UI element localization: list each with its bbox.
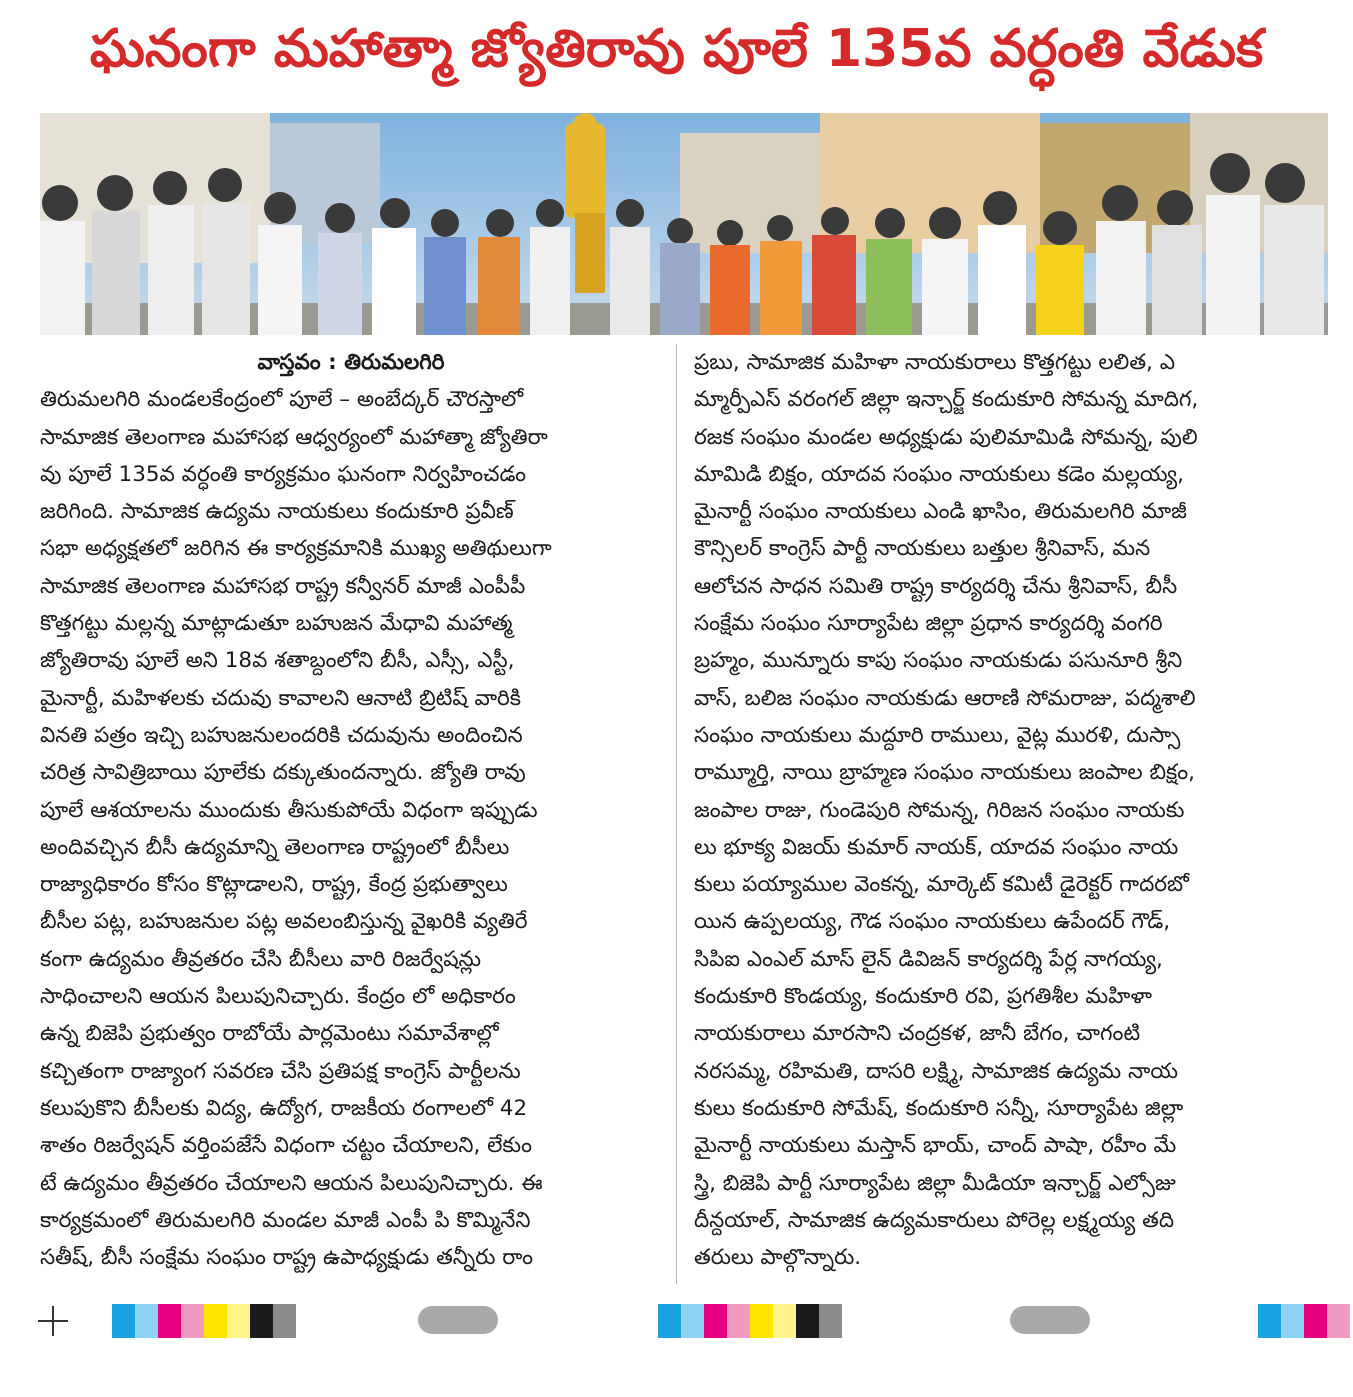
article-line: యిన ఉప్పలయ్య, గౌడ సంఘం నాయకులు ఉపేందర్ గౌడ్, bbox=[694, 909, 1171, 935]
registration-swatch bbox=[773, 1304, 796, 1338]
registration-swatch bbox=[1258, 1304, 1281, 1338]
column-divider bbox=[676, 344, 677, 1284]
article-line: జ్యోతిరావు పూలే అని 18వ శతాబ్దంలోని బీసీ, ఎస్సీ, ఎస్టీ, bbox=[40, 648, 515, 674]
registration-swatch bbox=[796, 1304, 819, 1338]
color-registration-bar bbox=[658, 1304, 842, 1338]
registration-swatch bbox=[181, 1304, 204, 1338]
registration-pill bbox=[418, 1306, 498, 1334]
article-line: జంపాల రాజు, గుండెపురి సోమన్న, గిరిజన సంఘం నాయకు bbox=[694, 797, 1185, 823]
dateline: వాస్తవం : తిరుమలగిరి bbox=[257, 350, 445, 375]
article-line: స్త్రి, బిజెపి పార్టీ సూర్యాపేట జిల్లా మీడియా ఇన్చార్జ్ ఎల్సోజు bbox=[694, 1170, 1176, 1196]
article-line: కులు పయ్యాముల వెంకన్న, మార్కెట్ కమిటీ డైరెక్టర్ గాదరబో bbox=[694, 872, 1189, 898]
article-line: కార్యక్రమంలో తిరుమలగిరి మండల మాజీ ఎంపీ పి కొమ్మినేని bbox=[40, 1207, 531, 1233]
registration-swatch bbox=[1281, 1304, 1304, 1338]
registration-swatch bbox=[112, 1304, 135, 1338]
article-line: సిపిఐ ఎంఎల్ మాస్ లైన్ డివిజన్ కార్యదర్శి పేర్ల నాగయ్య, bbox=[694, 946, 1163, 972]
article-line: వు పూలే 135వ వర్ధంతి కార్యక్రమం ఘనంగా నిర్వహించడం bbox=[40, 461, 526, 487]
article-line: సామాజిక తెలంగాణ మహాసభ రాష్ట్ర కన్వీనర్ మాజీ ఎంపీపీ bbox=[40, 573, 526, 599]
news-photo bbox=[40, 113, 1328, 335]
article-line: పూలే ఆశయాలను ముందుకు తీసుకుపోయే విధంగా ఇప్పుడు bbox=[40, 797, 538, 823]
registration-swatch bbox=[273, 1304, 296, 1338]
registration-swatch bbox=[658, 1304, 681, 1338]
article-line: జరిగింది. సామాజిక ఉద్యమ నాయకులు కందుకూరి ప్రవీణ్ bbox=[40, 499, 514, 525]
article-line: కులు కందుకూరి సోమేష్, కందుకూరి సన్నీ, సూర్యాపేట జిల్లా bbox=[694, 1095, 1184, 1121]
registration-swatch bbox=[727, 1304, 750, 1338]
article-line: ఆలోచన సాధన సమితి రాష్ట్ర కార్యదర్శి చేను శ్రీనివాస్, బీసీ bbox=[694, 573, 1178, 599]
article-line: దీన్దయాల్, సామాజిక ఉద్యమకారులు పోరెల్ల లక్ష్మయ్య తది bbox=[694, 1207, 1174, 1233]
registration-swatch bbox=[750, 1304, 773, 1338]
article-line: తిరుమలగిరి మండలకేంద్రంలో పూలే – అంబేద్కర్ చౌరస్తాలో bbox=[40, 387, 524, 413]
article-line: అందివచ్చిన బీసీ ఉద్యమాన్ని తెలంగాణ రాష్ట్రంలో బీసీలు bbox=[40, 834, 510, 860]
registration-pill bbox=[1010, 1306, 1090, 1334]
registration-swatch bbox=[681, 1304, 704, 1338]
article-line: కలుపుకొని బీసీలకు విద్య, ఉద్యోగ, రాజకీయ రంగాలలో 42 bbox=[40, 1095, 528, 1121]
article-line: మామిడి బిక్షం, యాదవ సంఘం నాయకులు కడెం మల్లయ్య, bbox=[694, 461, 1184, 487]
article-line: టే ఉద్యమం తీవ్రతరం చేయాలని ఆయన పిలుపునిచ్చారు. ఈ bbox=[40, 1170, 543, 1196]
article-line: లు భూక్య విజయ్ కుమార్ నాయక్, యాదవ సంఘం నాయ bbox=[694, 834, 1179, 860]
registration-swatch bbox=[204, 1304, 227, 1338]
article-line: చరిత్ర సావిత్రిబాయి పూలేకు దక్కుతుందన్నారు. జ్యోతి రావు bbox=[40, 760, 526, 786]
article-line: మైనార్టీ నాయకులు మస్తాన్ భాయ్, చాంద్ పాషా, రహీం మే bbox=[694, 1133, 1177, 1159]
registration-swatch bbox=[158, 1304, 181, 1338]
color-registration-bar bbox=[1258, 1304, 1350, 1338]
article-line: సంక్షేమ సంఘం సూర్యాపేట జిల్లా ప్రధాన కార్యదర్శి వంగరి bbox=[694, 611, 1163, 637]
article-line: కంగా ఉద్యమం తీవ్రతరం చేసి బీసీలు వారి రిజర్వేషన్లు bbox=[40, 946, 482, 972]
registration-swatch bbox=[819, 1304, 842, 1338]
article-line: బీసీల పట్ల, బహుజనుల పట్ల అవలంబిస్తున్న వైఖరికి వ్యతిరే bbox=[40, 909, 528, 935]
article-line: సంఘం నాయకులు మద్దూరి రాములు, వైట్ల మురళి, దుస్సా bbox=[694, 722, 1181, 748]
article-line: ప్రబు, సామాజిక మహిళా నాయకురాలు కొత్తగట్టు లలిత, ఎ bbox=[694, 350, 1175, 375]
registration-swatch bbox=[1304, 1304, 1327, 1338]
article-line: శాతం రిజర్వేషన్ వర్తింపజేసే విధంగా చట్టం చేయాలని, లేకుం bbox=[40, 1133, 532, 1159]
article-line: కందుకూరి కొండయ్య, కందుకూరి రవి, ప్రగతిశీల మహిళా bbox=[694, 984, 1152, 1010]
article-line: నాయకురాలు మారసాని చంద్రకళ, జానీ బేగం, చాగంటి bbox=[694, 1021, 1141, 1047]
article-line: సతీష్, బీసీ సంక్షేమ సంఘం రాష్ట్ర ఉపాధ్యక్షుడు తన్నీరు రాం bbox=[40, 1245, 534, 1271]
article-line: బ్రహ్మం, మున్నూరు కాపు సంఘం నాయకుడు పసునూరి శ్రీని bbox=[694, 648, 1183, 674]
article-line: రజక సంఘం మండల అధ్యక్షుడు పులిమామిడి సోమన్న, పులి bbox=[694, 424, 1198, 450]
article-line: మ్మార్పీఎస్ వరంగల్ జిల్లా ఇన్చార్జ్ కందుకూరి సోమన్న మాదిగ, bbox=[694, 387, 1199, 413]
registration-swatch bbox=[250, 1304, 273, 1338]
article-line: రాజ్యాధికారం కోసం కొట్లాడాలని, రాష్ట్ర, కేంద్ర ప్రభుత్వాలు bbox=[40, 872, 508, 898]
article-line: మైనార్టీ సంఘం నాయకులు ఎండి ఖాసిం, తిరుమలగిరి మాజీ bbox=[694, 499, 1187, 525]
headline: ఘనంగా మహాత్మా జ్యోతిరావు పూలే 135వ వర్ధంతి వేడుక bbox=[89, 19, 1264, 79]
article-line: ఉన్న బిజెపి ప్రభుత్వం రాబోయే పార్లమెంటు సమావేశాల్లో bbox=[40, 1021, 499, 1047]
article-line: వాస్, బలిజ సంఘం నాయకుడు ఆరాణి సోమరాజు, పద్మశాలి bbox=[694, 685, 1196, 711]
registration-swatch bbox=[135, 1304, 158, 1338]
article-line: కౌన్సిలర్ కాంగ్రెస్ పార్టీ నాయకులు బత్తుల శ్రీనివాస్, మన bbox=[694, 536, 1151, 562]
article-line: కొత్తగట్టు మల్లన్న మాట్లాడుతూ బహుజన మేధావి మహాత్మ bbox=[40, 611, 513, 637]
article-line: తరులు పాల్గొన్నారు. bbox=[694, 1245, 862, 1271]
article-line: సభా అధ్యక్షతలో జరిగిన ఈ కార్యక్రమానికి ముఖ్య అతిథులుగా bbox=[40, 536, 552, 562]
registration-cross-icon bbox=[38, 1306, 68, 1336]
article-line: సాధించాలని ఆయన పిలుపునిచ్చారు. కేంద్రం లో అధికారం bbox=[40, 984, 516, 1010]
article-left-column bbox=[40, 344, 662, 1276]
article-line: నరసమ్మ, రహిమతి, దాసరి లక్ష్మి, సామాజిక ఉద్యమ నాయ bbox=[694, 1058, 1178, 1084]
article-line: వినతి పత్రం ఇచ్చి బహుజనులందరికి చదువును అందించిన bbox=[40, 722, 523, 748]
article-line: కచ్చితంగా రాజ్యాంగ సవరణ చేసి ప్రతిపక్ష కాంగ్రెస్ పార్టీలను bbox=[40, 1058, 521, 1084]
registration-swatch bbox=[1327, 1304, 1350, 1338]
article-line: మైనార్టీ, మహిళలకు చదువు కావాలని ఆనాటి బ్రిటిష్ వారికి bbox=[40, 685, 522, 711]
color-registration-bar bbox=[112, 1304, 296, 1338]
registration-swatch bbox=[704, 1304, 727, 1338]
article-line: సామాజిక తెలంగాణ మహాసభ ఆధ్వర్యంలో మహాత్మా జ్యోతిరా bbox=[40, 424, 548, 450]
article-right-column bbox=[694, 344, 1324, 1276]
article-line: రామ్మూర్తి, నాయి బ్రాహ్మణ సంఘం నాయకులు జంపాల బిక్షం, bbox=[694, 760, 1195, 786]
registration-swatch bbox=[227, 1304, 250, 1338]
